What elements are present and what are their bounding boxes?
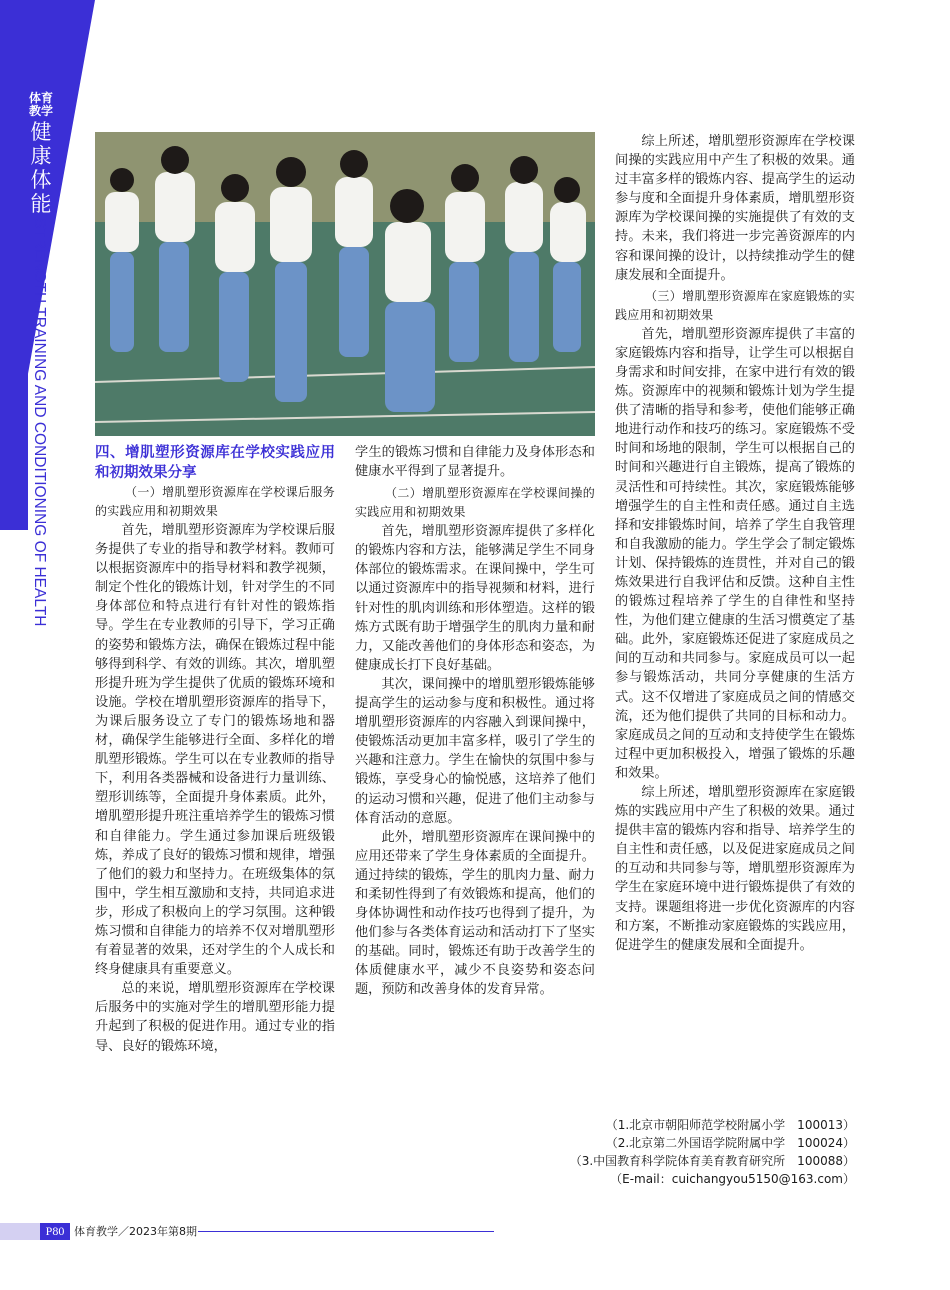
section-heading: 四、增肌塑形资源库在学校实践应用和初期效果分享	[95, 445, 335, 481]
sidebar-strip	[0, 0, 28, 530]
author-affiliations	[570, 1116, 855, 1188]
paragraph: 此外，增肌塑形资源库在课间操中的应用还带来了学生身体素质的全面提升。通过持续的锻炼，学生的肌肉力量、耐力和柔韧性得到了有效锻炼和提高，他们的身体协调性和动作技巧也得到了提升，为他们参与各类体育运动和活动打下了坚实的基础。同时，锻炼还有助于改善学生的体质健康水平，减少不良姿势和姿态问题，预防和改善身体的发育异常。	[355, 829, 595, 998]
section-label-big: 健康体能	[30, 120, 52, 216]
students-exercise-photo	[95, 132, 595, 436]
paragraph: 首先，增肌塑形资源库提供了丰富的家庭锻炼内容和指导，让学生可以根据自身需求和时间安排，在家中进行有效的锻炼。资源库中的视频和锻炼计划为学生提供了清晰的指导和参考，使他们能够正确地进行动作和技巧的练习。家庭锻炼不受时间和场地的限制，学生可以根据自己的时间和兴趣进行自主锻炼，提高了锻炼的灵活性和可持续性。其次，家庭锻炼能够增强学生的自主性和责任感。通过自主选择和安排锻炼时间，培养了学生自我管理和自我激励的能力。学生学会了制定锻炼计划、保持锻炼的连贯性，并对自己的锻炼效果进行自我评估和反馈。这种自主性的锻炼过程培养了学生的自律性和坚持性，为他们建立健康的生活习惯奠定了基础。此外，家庭锻炼还促进了家庭成员之间的互动和共同参与。家庭成员可以一起参与锻炼活动，共同分享健康的生活方式。这不仅增进了家庭成员之间的情感交流，还为他们提供了共同的目标和动力。家庭成员之间的互动和支持使学生在锻炼过程中更加积极投入，增强了锻炼的乐趣和效果。	[615, 326, 855, 781]
section-label-small: 体育教学	[28, 91, 53, 118]
subheading-1: （一）增肌塑形资源库在学校课后服务的实践应用和初期效果	[95, 485, 335, 518]
footer-rule	[198, 1231, 494, 1232]
paragraph: 综上所述，增肌塑形资源库在家庭锻炼的实践应用中产生了积极的效果。通过提供丰富的锻炼内容和指导、培养学生的自主性和责任感，以及促进家庭成员之间的互动和共同参与等，增肌塑形资源库为学生在家庭环境中进行锻炼提供了有效的支持。课题组将进一步优化资源库的内容和方案，不断推动家庭锻炼的实践应用，促进学生的健康发展和全面提升。	[615, 785, 855, 953]
paragraph: 总的来说，增肌塑形资源库在学校课后服务中的实施对学生的增肌塑形能力提升起到了积极的促进作用。通过专业的指导、良好的锻炼环境，	[95, 981, 335, 1054]
affiliation-line: （1.北京市朝阳师范学校附属小学 100013）	[605, 1118, 855, 1132]
page-number: P80	[40, 1223, 70, 1240]
affiliation-line: （2.北京第二外国语学院附属中学 100024）	[605, 1136, 855, 1150]
column-3	[615, 132, 855, 955]
column-2	[355, 443, 595, 1000]
subheading-2: （二）增肌塑形资源库在学校课间操的实践应用和初期效果	[355, 486, 595, 520]
paragraph: 学生的锻炼习惯和自律能力及身体形态和健康水平得到了显著提升。	[355, 445, 595, 480]
paragraph: 综上所述，增肌塑形资源库在学校课间操的实践应用中产生了积极的效果。通过丰富多样的锻炼内容、提高学生的运动参与度和全面提升身体素质，增肌塑形资源库为学校课间操的实施提供了有效的支持。未来，我们将进一步完善资源库的内容和课间操的设计，以持续推动学生的健康发展和全面提升。	[615, 134, 855, 283]
paragraph: 首先，增肌塑形资源库为学校课后服务提供了专业的指导和教学材料。教师可以根据资源库中的指导材料和教学视频，制定个性化的锻炼计划，针对学生的不同身体部位和特点进行有针对性的锻炼指导。学生在专业教师的引导下，学习正确的姿势和锻炼方法，确保在锻炼过程中能够得到科学、有效的训练。其次，增肌塑形提升班为学生提供了优质的锻炼环境和设施。学校在增肌塑形资源库的指导下，为课后服务设立了专门的锻炼场地和器材，确保学生能够进行全面、多样化的增肌塑形锻炼。学生可以在专业教师的指导下，利用各类器械和设备进行力量训练、塑形训练等，全面提升身体素质。此外，增肌塑形提升班注重培养学生的锻炼习惯和自律能力。学生通过参加课后班级锻炼，养成了良好的锻炼习惯和规律，增强了他们的毅力和坚持力。在班级集体的氛围中，学生相互激励和支持，共同追求进步，形成了积极向上的学习氛围。这种锻炼习惯和自律能力的培养不仅对增肌塑形有着显著的效果，还对学生的个人成长和终身健康具有重要意义。	[95, 523, 335, 978]
paragraph: 首先，增肌塑形资源库提供了多样化的锻炼内容和方法，能够满足学生不同身体部位的锻炼需求。在课间操中，学生可以通过资源库中的指导视频和材料，进行针对性的肌肉训练和形体塑造。这样的锻炼方式既有助于增强学生的肌肉力量和耐力，又能改善他们的身体形态和姿态，为健康成长打下良好基础。	[355, 524, 595, 673]
journal-issue: 体育教学／2023年第8期	[74, 1225, 197, 1238]
paragraph: 其次，课间操中的增肌塑形锻炼能够提高学生的运动参与度和积极性。通过将增肌塑形资源库的内容融入到课间操中，使锻炼活动更加丰富多样，吸引了学生的兴趣和注意力。学生在愉快的氛围中参与锻炼，享受身心的愉悦感，这培养了他们的运动习惯和兴趣，促进了他们主动参与体育活动的意愿。	[355, 676, 595, 826]
footer-strip	[0, 1223, 40, 1240]
email-line: （E-mail：cuichangyou5150@163.com）	[610, 1172, 855, 1186]
affiliation-line: （3.中国教育科学院体育美育教育研究所 100088）	[569, 1154, 855, 1168]
photo-illustration	[95, 132, 595, 436]
subheading-3: （三）增肌塑形资源库在家庭锻炼的实践应用和初期效果	[615, 288, 855, 322]
section-label-english: STRENGTH TRAINING AND CONDITIONING OF HEALTH	[31, 218, 48, 627]
column-1	[95, 443, 335, 1056]
